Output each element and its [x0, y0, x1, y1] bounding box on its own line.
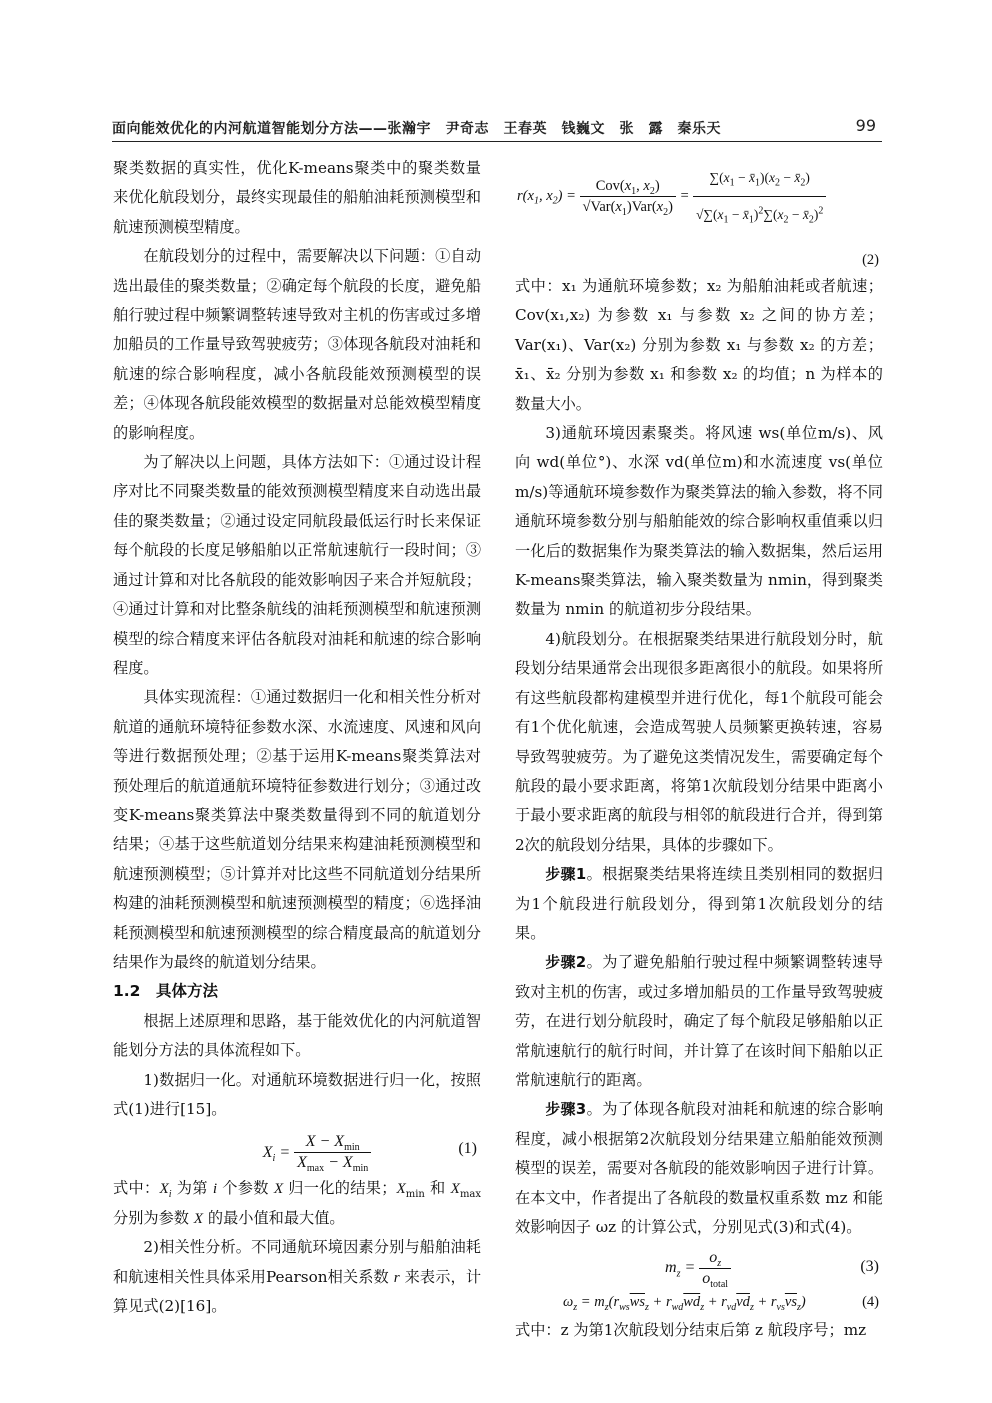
- header-title: 面向能效优化的内河航道智能划分方法——张瀚宇 尹奇志 王春英 钱巍文 张 露 秦乐天: [112, 121, 721, 137]
- paragraph: 4)航段划分。在根据聚类结果进行航段划分时，航段划分结果通常会出现很多距离很小的航段。如果将所有这些航段都构建模型并进行优化，每1个航段可能会有1个优化航速，会造成驾驶人员频繁更换转速，容易导致驾驶疲劳。为了避免这类情况发生，需要确定每个航段的最小要求距离，将第1次航段划分结果中距离小于最小要求距离的航段与相邻的航段进行合并，得到第2次的航段划分结果，具体的步骤如下。: [515, 629, 883, 854]
- header-rule: [112, 141, 882, 142]
- step-1: 步骤1。根据聚类结果将连续且类别相同的数据归为1个航段进行航段划分，得到第1次航段划分的结果。: [515, 865, 884, 942]
- eq2-fraction-a: $\frac{Cov(x_1, x_2)}{√Var(x_1)Var(x_2)}$: [580, 176, 676, 217]
- equation-3: $m_z$ = $\frac{o_z}{o_{total}}$ (3): [665, 1249, 879, 1291]
- running-header: [112, 116, 882, 138]
- paragraph: 为了解决以上问题，具体方法如下：①通过设计程序对比不同聚类数量的能效预测模型精度来自动选出最佳的聚类数量；②通过设定同航段最低运行时长来保证每个航段的长度足够船舶以正常航速航行一段时间；③通过计算和对比各航段的能效影响因子来合并短航段；④通过计算和对比整条航线的油耗预测模型和航速预测模型的综合精度来评估各航段对油耗和航速的综合影响程度。: [113, 453, 481, 677]
- eq1-lhs: X: [262, 1143, 273, 1161]
- paragraph: 式中：z 为第1次航段划分结束后第 z 航段序号；mz: [515, 1321, 867, 1340]
- eq3-fraction: $\frac{o_z}{o_{total}}$: [699, 1248, 731, 1289]
- equation-1: $X_i$ = $\frac{X - X_{min}}{X_{max} - X_{min}}$ (1): [262, 1133, 477, 1175]
- paragraph: 根据上述原理和思路，基于能效优化的内河航道智能划分方法的具体流程如下。: [113, 1011, 481, 1060]
- paragraph: 式中：x₁ 为通航环境参数；x₂ 为船舶油耗或者航速；Cov(x₁,x₂) 为参数 x₁ 与参数 x₂ 之间的协方差；Var(x₁)、Var(x₂) 分别为参数 x₁ 与参数 x₂ 的方差；x̄₁、x̄₂ 分别为参数 x₁ 和参数 x₂ 的均值；n 为样本的数量大小。: [515, 277, 883, 413]
- paragraph: 在航段划分的过程中，需要解决以下问题：①自动选出最佳的聚类数量；②确定每个航段的长度，避免船舶行驶过程中频繁调整转速导致对主机的伤害或过多增加船员的工作量导致驾驶疲劳；③体现各航段对油耗和航速的综合影响程度，减小各航段能效预测模型的误差；④体现各航段能效模型的数据量对总能效模型精度的影响程度。: [113, 247, 481, 442]
- paragraph: 1)数据归一化。对通航环境数据进行归一化，按照式(1)进行[15]。: [113, 1070, 481, 1118]
- section-heading: 1.2 具体方法: [113, 982, 218, 1001]
- equation-number: (3): [860, 1258, 879, 1276]
- paragraph: 3)通航环境因素聚类。将风速 ws(单位m/s)、风向 wd(单位°)、水深 vd(单位m)和水流速度 vs(单位m/s)等通航环境参数作为聚类算法的输入参数，将不同通航环境参数分别与船舶能效的综合影响权重值乘以归一化后的数据集作为聚类算法的输入数据集，然后运用K-means聚类算法，输入聚类数量为 nmin，得到聚类数量为 nmin 的航道初步分段结果。: [515, 424, 883, 619]
- equation-number: (4): [862, 1294, 879, 1311]
- right-column: [515, 154, 883, 1346]
- page-number: 99: [855, 116, 876, 135]
- paragraph: 2)相关性分析。不同通航环境因素分别与船舶油耗和航速相关性具体采用Pearson相关系数 r 来表示，计算见式(2)[16]。: [113, 1238, 481, 1316]
- paragraph: 式中：$X_i$ 为第 i 个参数 X 归一化的结果；$X_{min}$ 和 $X_{max}$ 分别为参数 X 的最小值和最大值。: [113, 1179, 482, 1227]
- left-column: [113, 154, 481, 1321]
- eq2-fraction-b: $\frac{\sum(x_1 - x̄_1)(x_2 - x̄_2)}{√\sum(x_1 - x̄_1)^2\sum(x_2 - x̄_2)^2}$: [693, 160, 826, 233]
- equation-2: $r(x_1$, $x_2$) = $\frac{Cov(x_1, x_2)}{√Var(x_1)Var(x_2)}$ = $\frac{\sum(x_1 - x̄_1)(x_2 - x̄_2)}{√\sum(x_1 - x̄_1)^2\sum(x_2 - x̄_2)^2}$ (2): [515, 154, 883, 272]
- equation-number: (1): [458, 1140, 477, 1158]
- equation-4: $\omega_z = m_z(r_{ws}\overline{ws}_z + r_{wd}\overline{wd}_z + r_{vd}\overline{vd}_z + r_{vs}\overline{vs}_z)$ (4): [515, 1288, 883, 1316]
- equation-number: (2): [862, 252, 879, 268]
- step-2: 步骤2。为了避免船舶行驶过程中频繁调整转速导致对主机的伤害，或过多增加船员的工作量导致驾驶疲劳，在进行划分航段时，确定了每个航段足够船舶以正常航速航行的航行时间，并计算了在该时间下船舶以正常航速航行的距离。: [515, 953, 884, 1089]
- paragraph: 聚类数据的真实性，优化K-means聚类中的聚类数量来优化航段划分，最终实现最佳的船舶油耗预测模型和航速预测模型精度。: [113, 159, 481, 236]
- eq1-fraction: $\frac{X - X_{min}}{X_{max} - X_{min}}$: [294, 1132, 371, 1173]
- paragraph: 具体实现流程：①通过数据归一化和相关性分析对航道的通航环境特征参数水深、水流速度、风速和风向等进行数据预处理；②基于运用K-means聚类算法对预处理后的航道通航环境特征参数进行划分；③通过改变K-means聚类算法中聚类数量得到不同的航道划分结果；④基于这些航道划分结果来构建油耗预测模型和航速预测模型；⑤计算并对比这些不同航道划分结果所构建的油耗预测模型和航速预测模型的精度；⑥选择油耗预测模型和航速预测模型的综合精度最高的航道划分结果作为最终的航道划分结果。: [113, 688, 481, 971]
- step-3: 步骤3。为了体现各航段对油耗和航速的综合影响程度，减小根据第2次航段划分结果建立船舶能效预测模型的误差，需要对各航段的能效影响因子进行计算。在本文中，作者提出了各航段的数量权重系数 mz 和能效影响因子 ωz 的计算公式，分别见式(3)和式(4)。: [515, 1100, 884, 1236]
